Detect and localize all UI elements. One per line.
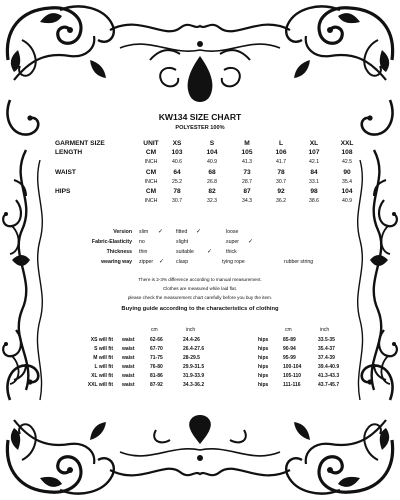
- waist-inch-m: 28.7: [241, 179, 253, 185]
- property-option: no: [139, 239, 145, 245]
- length-inch-m: 41.3: [241, 159, 253, 165]
- hips-cm-s: 82: [208, 188, 216, 195]
- guide-hips-cm: 111-116: [283, 382, 301, 388]
- guide-hips-label: hips: [258, 373, 269, 379]
- guide-hips-label: hips: [258, 355, 269, 361]
- guide-waist-label: waist: [122, 373, 135, 379]
- guide-hips-inch: 41.3-43.3: [318, 373, 340, 379]
- hips-inch-xl: 38.6: [308, 198, 320, 204]
- property-option: thin: [139, 249, 148, 255]
- guide-hips-inch: 43.7-45.7: [318, 382, 340, 388]
- property-option: super: [226, 239, 239, 245]
- guide-fit-label: M will fit: [93, 355, 113, 361]
- note-line: Clothes are measured while laid flat.: [162, 286, 238, 291]
- guide-waist-inch: 31.9-33.9: [183, 373, 205, 379]
- length-cm-m: 105: [241, 149, 253, 156]
- unit-inch: INCH: [144, 179, 158, 185]
- guide-hips-inch: 39.4-40.9: [318, 364, 340, 370]
- hips-inch-l: 36.2: [275, 198, 287, 204]
- row-label-waist: WAIST: [55, 169, 76, 176]
- unit-cm: CM: [145, 149, 157, 156]
- row-label-length: LENGTH: [55, 149, 83, 156]
- guide-hips-cm: 105-110: [283, 373, 302, 379]
- guide-waist-label: waist: [122, 346, 135, 352]
- hips-cm-xl: 98: [310, 188, 318, 195]
- unit-cm: CM: [145, 169, 157, 176]
- guide-waist-label: waist: [122, 337, 135, 343]
- waist-inch-xs: 25.2: [171, 179, 183, 185]
- guide-cm-header: cm: [285, 327, 292, 333]
- hips-inch-m: 34.3: [241, 198, 253, 204]
- guide-waist-cm: 76-80: [150, 364, 163, 370]
- guide-hips-inch: 37.4-39: [318, 355, 335, 361]
- property-label-fabric-elasticity: Fabric-Elasticity: [91, 239, 132, 245]
- length-inch-s: 40.9: [206, 159, 218, 165]
- waist-inch-l: 30.7: [275, 179, 287, 185]
- guide-waist-cm: 67-70: [150, 346, 163, 352]
- waist-inch-xl: 33.1: [308, 179, 320, 185]
- guide-waist-label: waist: [122, 355, 135, 361]
- guide-hips-cm: 90-94: [283, 346, 296, 352]
- guide-waist-inch: 24.4-26: [183, 337, 200, 343]
- unit-inch: INCH: [144, 198, 158, 204]
- waist-cm-l: 78: [277, 169, 285, 176]
- page-title: KW134 SIZE CHART: [158, 112, 242, 122]
- property-option: thick: [226, 249, 237, 255]
- property-option: slight: [176, 239, 189, 245]
- guide-hips-label: hips: [258, 337, 269, 343]
- waist-cm-xl: 84: [310, 169, 318, 176]
- check-mark-icon: ✓: [207, 249, 213, 255]
- unit-cm: CM: [145, 188, 157, 195]
- guide-hips-cm: 100-104: [283, 364, 302, 370]
- check-mark-icon: ✓: [159, 259, 165, 265]
- guide-fit-label: L will fit: [94, 364, 113, 370]
- size-header-m: M: [244, 140, 250, 147]
- hips-inch-xs: 30.7: [171, 198, 183, 204]
- size-header-xxl: XXL: [340, 140, 354, 147]
- guide-waist-label: waist: [122, 382, 135, 388]
- guide-waist-inch: 28-29.5: [183, 355, 200, 361]
- guide-waist-cm: 71-75: [150, 355, 163, 361]
- note-line: There is 2-3% difference according to manual measurement.: [138, 277, 262, 282]
- row-label-hips: HIPS: [55, 188, 71, 195]
- guide-inch-header: inch: [186, 327, 196, 333]
- hips-cm-xxl: 104: [341, 188, 353, 195]
- waist-inch-xxl: 35.4: [341, 179, 353, 185]
- guide-waist-cm: 87-92: [150, 382, 163, 388]
- check-mark-icon: ✓: [248, 239, 254, 245]
- guide-hips-inch: 33.5-35: [318, 337, 335, 343]
- property-label-version: Version: [113, 229, 132, 235]
- length-cm-l: 106: [275, 149, 287, 156]
- guide-fit-label: XL will fit: [91, 373, 113, 379]
- property-option: loose: [226, 229, 239, 235]
- guide-hips-label: hips: [258, 382, 269, 388]
- length-cm-xxl: 108: [341, 149, 353, 156]
- property-option: fitted: [176, 229, 188, 235]
- property-label-thickness: Thickness: [106, 249, 132, 255]
- hips-inch-s: 32.3: [206, 198, 218, 204]
- length-cm-xl: 107: [308, 149, 320, 156]
- length-inch-xl: 42.1: [308, 159, 320, 165]
- guide-hips-cm: 85-89: [283, 337, 296, 343]
- unit-inch: INCH: [144, 159, 158, 165]
- hips-cm-l: 92: [277, 188, 285, 195]
- guide-fit-label: XS will fit: [90, 337, 113, 343]
- size-header-s: S: [209, 140, 215, 147]
- page-subtitle: POLYESTER 100%: [175, 125, 225, 131]
- guide-fit-label: XXL will fit: [87, 382, 113, 388]
- check-mark-icon: ✓: [196, 229, 202, 235]
- guide-hips-inch: 35.4-37: [318, 346, 335, 352]
- guide-waist-cm: 62-66: [150, 337, 163, 343]
- guide-waist-label: waist: [122, 364, 135, 370]
- length-inch-xs: 40.6: [171, 159, 183, 165]
- guide-hips-label: hips: [258, 346, 269, 352]
- waist-cm-xs: 64: [173, 169, 181, 176]
- size-header-l: L: [278, 140, 284, 147]
- check-mark-icon: ✓: [158, 229, 164, 235]
- guide-waist-inch: 34.3-36.2: [183, 382, 205, 388]
- guide-fit-label: S will fit: [94, 346, 113, 352]
- length-cm-s: 104: [206, 149, 218, 156]
- hips-cm-xs: 78: [173, 188, 181, 195]
- waist-cm-xxl: 90: [343, 169, 351, 176]
- property-label-wearing-way: wearing way: [101, 259, 132, 265]
- size-header-xl: XL: [309, 140, 319, 147]
- property-option: suitable: [176, 249, 194, 255]
- hips-cm-m: 87: [243, 188, 251, 195]
- property-option: zipper: [139, 259, 154, 265]
- note-line: please check the measurement chart carefully before you buy the item.: [127, 295, 273, 300]
- guide-waist-inch: 29.9-31.5: [183, 364, 205, 370]
- guide-hips-label: hips: [258, 364, 269, 370]
- waist-cm-m: 73: [243, 169, 251, 176]
- guide-waist-cm: 81-86: [150, 373, 163, 379]
- garment-size-header: GARMENT SIZE: [55, 140, 105, 147]
- hips-inch-xxl: 40.9: [341, 198, 353, 204]
- guide-inch-header: inch: [320, 327, 330, 333]
- guide-hips-cm: 95-99: [283, 355, 296, 361]
- property-option: tying rope: [222, 259, 245, 265]
- size-header-xs: XS: [172, 140, 182, 147]
- property-option: slim: [139, 229, 149, 235]
- waist-inch-s: 26.8: [206, 179, 218, 185]
- length-cm-xs: 103: [171, 149, 183, 156]
- length-inch-l: 41.7: [275, 159, 287, 165]
- guide-waist-inch: 26.4-27.6: [183, 346, 205, 352]
- guide-cm-header: cm: [151, 327, 158, 333]
- property-option: clasp: [176, 259, 189, 265]
- waist-cm-s: 68: [208, 169, 216, 176]
- length-inch-xxl: 42.5: [341, 159, 353, 165]
- property-option: rubber string: [284, 259, 314, 265]
- buying-guide-title: Buying guide according to the characteristics of clothing: [121, 306, 279, 312]
- unit-header: UNIT: [143, 140, 159, 147]
